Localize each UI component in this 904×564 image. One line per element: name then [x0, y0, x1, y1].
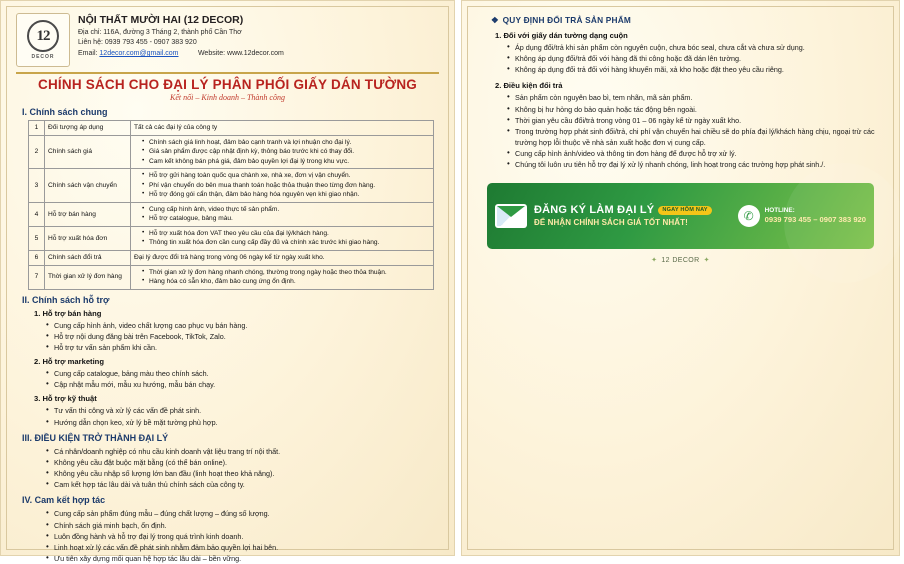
row-label: Thời gian xử lý đơn hàng [45, 265, 131, 289]
list-item: • Cung cấp hình ảnh/video và thông tin đơn hàng để được hỗ trợ xử lý. [507, 148, 884, 159]
row-description [131, 135, 434, 169]
row-number: 6 [29, 251, 45, 266]
row-description [131, 226, 434, 250]
company-phone: Liên hệ: 0939 793 455 - 0907 383 920 [78, 39, 197, 47]
banner-hotline[interactable] [738, 205, 866, 227]
list-item: • Hỗ trợ xuất hóa đơn VAT theo yêu cầu của đại lý/khách hàng. [142, 229, 430, 239]
email-label: Email: [78, 50, 98, 58]
list-item: • Áp dụng đổi/trả khi sản phẩm còn nguyên cuộn, chưa bóc seal, chưa cắt và chưa sử dụng. [507, 42, 884, 53]
row-number: 5 [29, 226, 45, 250]
list-item: • Không áp dụng đổi/trả đối với hàng đã thi công hoặc đã dán lên tường. [507, 53, 884, 64]
general-policy-table [28, 120, 434, 290]
email-link[interactable]: 12decor.com@gmail.com [99, 50, 179, 58]
section-heading-general: I. Chính sách chung [22, 107, 108, 117]
list-item: • Không bị hư hỏng do bảo quản hoặc tác động bên ngoài. [507, 104, 884, 115]
list-item: • Sản phẩm còn nguyên bao bì, tem nhãn, mã sản phẩm. [507, 92, 884, 103]
list-item: • Trong trường hợp phát sinh đổi/trả, chi phí vận chuyển hai chiều sẽ do phía đại lý/khách hàng chịu, ngoại trừ các trường hợp lỗi thuộc về nhà sản xuất hoặc đơn vị cung cấp. [507, 126, 884, 148]
list-item: • Phí vận chuyển do bên mua thanh toán hoặc thỏa thuận theo từng đơn hàng. [142, 181, 430, 191]
support-group-list [46, 320, 439, 353]
row-description [131, 265, 434, 289]
footer-left-dot-icon: ✦ [651, 256, 658, 264]
banner-text [534, 204, 738, 227]
company-address: Địa chỉ: 116A, đường 3 Tháng 2, thành phố Cần Thơ [78, 28, 242, 36]
list-item: • Không áp dụng đổi trả đối với hàng khuyến mãi, xả kho hoặc đặt theo yêu cầu riêng. [507, 64, 884, 75]
row-number: 7 [29, 265, 45, 289]
return-policy-group-title: 1. Đối với giấy dán tường dạng cuộn [495, 31, 628, 40]
company-contact-row [78, 49, 439, 60]
list-item: • Ưu tiên xây dựng mối quan hệ hợp tác lâu dài – bền vững. [46, 553, 439, 564]
list-item: • Hướng dẫn chọn keo, xử lý bề mặt tường phù hợp. [46, 417, 439, 428]
page-title: CHÍNH SÁCH CHO ĐẠI LÝ PHÂN PHỐI GIẤY DÁN TƯỜNG [38, 77, 417, 92]
row-description-list [134, 138, 430, 167]
company-logo [16, 13, 70, 67]
list-item: • Thời gian xử lý đơn hàng nhanh chóng, thường trong ngày hoặc theo thỏa thuận. [142, 268, 430, 278]
conditions-list [46, 446, 439, 491]
company-info [78, 13, 439, 60]
list-item: • Hỗ trợ tư vấn sản phẩm khi cần. [46, 342, 439, 353]
list-item: • Cập nhật mẫu mới, mẫu xu hướng, mẫu bán chạy. [46, 379, 439, 390]
return-policy-title-text: QUY ĐỊNH ĐỔI TRẢ SẢN PHẨM [502, 15, 632, 25]
list-item: • Hỗ trợ đóng gói cẩn thận, đảm bảo hàng hóa nguyên vẹn khi giao nhận. [142, 190, 430, 200]
header-divider [16, 72, 439, 74]
list-item: • Chính sách giá minh bạch, ổn định. [46, 520, 439, 531]
return-policy-groups [477, 31, 884, 171]
row-label: Chính sách đổi trả [45, 251, 131, 266]
website-label: Website: [197, 50, 226, 58]
table-row [29, 121, 434, 136]
commitment-list [46, 508, 439, 564]
banner-subline: ĐỂ NHẬN CHÍNH SÁCH GIÁ TỐT NHẤT! [534, 218, 688, 228]
list-item: • Không yêu cầu đặt buộc mặt bằng (có thể bán online). [46, 457, 439, 468]
row-description: Tất cả các đại lý của công ty [131, 121, 434, 136]
list-item: • Luôn đồng hành và hỗ trợ đại lý trong quá trình kinh doanh. [46, 531, 439, 542]
website-value[interactable]: www.12decor.com [227, 50, 284, 58]
row-description-list [134, 229, 430, 248]
diamond-bullet-icon: ❖ [491, 15, 499, 25]
support-groups [16, 309, 439, 428]
section-heading-support: II. Chính sách hỗ trợ [22, 294, 110, 305]
banner-headline: ĐĂNG KÝ LÀM ĐẠI LÝ [534, 204, 655, 217]
table-row [29, 226, 434, 250]
row-description-list [134, 171, 430, 200]
row-label: Chính sách giá [45, 135, 131, 169]
general-policy-body [29, 121, 434, 290]
list-item: • Linh hoạt xử lý các vấn đề phát sinh nhằm đảm bảo quyền lợi hai bên. [46, 542, 439, 553]
list-item: • Tư vấn thi công và xử lý các vấn đề phát sinh. [46, 405, 439, 416]
table-row [29, 169, 434, 203]
list-item: • Cam kết không bán phá giá, đảm bảo quyền lợi đại lý trong khu vực. [142, 157, 430, 167]
banner-headline-row [534, 204, 738, 216]
row-description: Đại lý được đổi trả hàng trong vòng 06 ngày kể từ ngày xuất kho. [131, 251, 434, 266]
logo-number: 12 [27, 20, 59, 52]
list-item: • Cung cấp catalogue, bảng màu theo chính sách. [46, 368, 439, 379]
list-item: • Chính sách giá linh hoạt, đảm bảo cạnh tranh và lợi nhuận cho đại lý. [142, 138, 430, 148]
right-page-inner [467, 6, 894, 550]
row-number: 4 [29, 202, 45, 226]
banner-badge: NGAY HÔM NAY [658, 206, 711, 215]
support-group-title: 1. Hỗ trợ bán hàng [34, 308, 102, 318]
hotline-number[interactable]: 0939 793 455 – 0907 383 920 [764, 214, 866, 224]
row-label: Đối tượng áp dụng [45, 121, 131, 136]
row-description-list [134, 268, 430, 287]
table-row [29, 135, 434, 169]
footer-mark-text: 12 DECOR [661, 256, 700, 264]
footer-right-dot-icon: ✦ [703, 256, 710, 264]
list-item: • Chúng tôi luôn ưu tiên hỗ trợ đại lý xử lý nhanh chóng, linh hoạt trong các trường hợp phát sinh./. [507, 159, 884, 170]
row-number: 3 [29, 169, 45, 203]
right-page [461, 0, 900, 556]
row-description [131, 169, 434, 203]
document-header [16, 13, 439, 67]
support-group-list [46, 368, 439, 390]
list-item: • Hỗ trợ catalogue, bảng màu. [142, 214, 430, 224]
row-description [131, 202, 434, 226]
table-row [29, 265, 434, 289]
page-slogan: Kết nối – Kinh doanh – Thành công [170, 93, 285, 102]
list-item: • Hỗ trợ gửi hàng toàn quốc qua chành xe, nhà xe, đơn vị vận chuyển. [142, 171, 430, 181]
left-page-inner [6, 6, 449, 563]
list-item: • Cá nhân/doanh nghiệp có nhu cầu kinh doanh vật liệu trang trí nội thất. [46, 446, 439, 457]
envelope-icon [495, 204, 527, 228]
row-label: Hỗ trợ xuất hóa đơn [45, 226, 131, 250]
table-row [29, 251, 434, 266]
support-group-list [46, 405, 439, 427]
support-group-title: 2. Hỗ trợ marketing [34, 357, 104, 367]
list-item: • Cung cấp hình ảnh, video chất lượng cao phục vụ bán hàng. [46, 320, 439, 331]
hotline-block [765, 207, 866, 224]
return-policy-group-list [507, 92, 884, 170]
support-group-title: 3. Hỗ trợ kỹ thuật [34, 394, 97, 404]
row-label: Chính sách vận chuyển [45, 169, 131, 203]
return-policy-group-title: 2. Điều kiện đổi trả [495, 81, 563, 91]
row-label: Hỗ trợ bán hàng [45, 202, 131, 226]
company-name: NỘI THẤT MƯỜI HAI (12 DECOR) [78, 14, 244, 26]
hotline-label: HOTLINE: [764, 206, 795, 214]
section-heading-commitment: IV. Cam kết hợp tác [22, 495, 106, 506]
list-item: • Thông tin xuất hóa đơn cần cung cấp đầy đủ và chính xác trước khi giao hàng. [142, 238, 430, 248]
section-heading-conditions: III. ĐIỀU KIỆN TRỞ THÀNH ĐẠI LÝ [22, 432, 169, 443]
list-item: • Thời gian yêu cầu đổi/trả trong vòng 01 – 06 ngày kể từ ngày xuất kho. [507, 115, 884, 126]
logo-caption: DECOR [31, 54, 55, 60]
list-item: • Giá sản phẩm được cập nhật định kỳ, thông báo trước khi có thay đổi. [142, 147, 430, 157]
list-item: • Không yêu cầu nhập số lượng lớn ban đầu (linh hoạt theo khả năng). [46, 468, 439, 479]
table-row [29, 202, 434, 226]
agency-signup-banner[interactable] [487, 183, 874, 249]
return-policy-title [491, 15, 884, 25]
list-item: • Hàng hóa có sẵn kho, đảm bảo cung ứng ổn định. [142, 277, 430, 287]
row-number: 1 [29, 121, 45, 136]
row-description-list [134, 205, 430, 224]
list-item: • Hỗ trợ nội dung đăng bài trên Facebook, TikTok, Zalo. [46, 331, 439, 342]
list-item: • Cung cấp sản phẩm đúng mẫu – đúng chất lượng – đúng số lượng. [46, 508, 439, 519]
list-item: • Cam kết hợp tác lâu dài và tuân thủ chính sách của công ty. [46, 479, 439, 490]
return-policy-group-list [507, 42, 884, 75]
list-item: • Cung cấp hình ảnh, video thực tế sản phẩm. [142, 205, 430, 215]
phone-icon: ✆ [738, 205, 760, 227]
row-number: 2 [29, 135, 45, 169]
